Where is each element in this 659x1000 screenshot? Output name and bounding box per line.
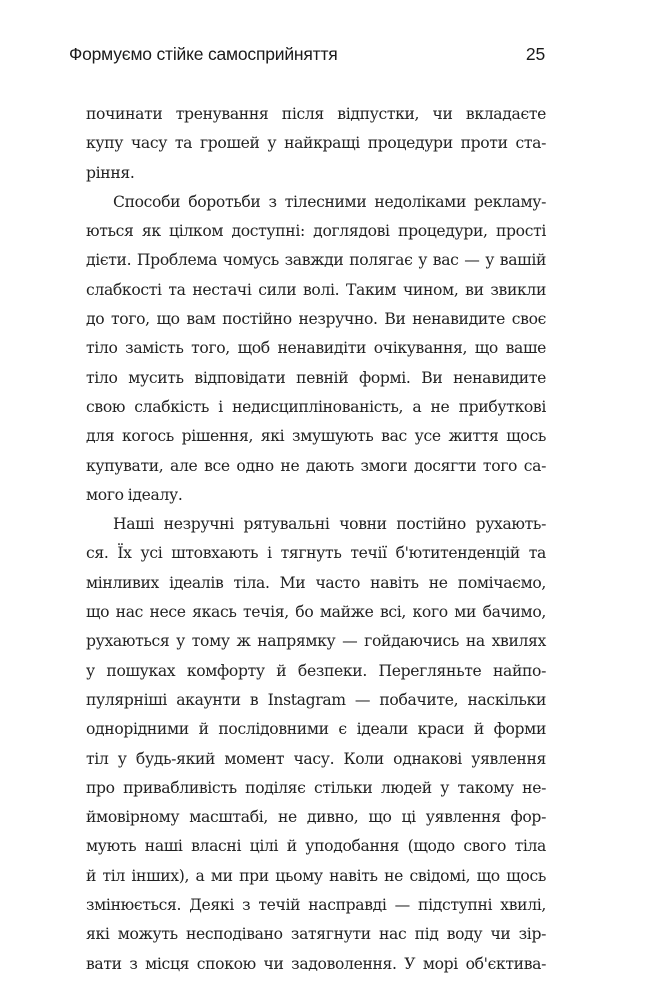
text-line: у пошуках комфорту й безпеки. Перегляньте найпо- bbox=[86, 661, 546, 680]
text-line: мінливих ідеалів тіла. Ми часто навіть не помічаємо, bbox=[86, 573, 546, 592]
text-line: ються як цілком доступні: доглядові процедури, прості bbox=[86, 222, 546, 241]
text-line: Наші незручні рятувальні човни постійно рухають- bbox=[113, 515, 546, 534]
text-line: про привабливість поділяє стільки людей у такому не- bbox=[86, 778, 546, 797]
text-line: ймовірному масштабі, не дивно, що ці уявлення фор- bbox=[86, 808, 546, 827]
text-line: вати з місця спокою чи задоволення. У морі об'єктива- bbox=[86, 954, 546, 973]
text-line: тіло мусить відповідати певній формі. Ви ненавидите bbox=[86, 368, 546, 387]
text-line: ріння. bbox=[86, 163, 135, 182]
text-line: й тіл інших), а ми при цьому навіть не свідомі, що щось bbox=[86, 866, 546, 885]
text-line: мого ідеалу. bbox=[86, 485, 183, 504]
text-line: ся. Їх усі штовхають і тягнуть течії б'ютитенденцій та bbox=[86, 544, 546, 563]
text-line: що нас несе якась течія, бо майже всі, кого ми бачимо, bbox=[86, 603, 546, 622]
text-line: рухаються у тому ж напрямку — гойдаючись на хвилях bbox=[86, 632, 546, 651]
text-line: для когось рішення, які змушують вас усе життя щось bbox=[86, 427, 546, 446]
text-line: купувати, але все одно не дають змоги досягти того са- bbox=[86, 456, 546, 475]
text-line: однорідними й послідовними є ідеали краси й форми bbox=[86, 720, 546, 739]
text-line: які можуть несподівано затягнути нас під воду чи зір- bbox=[86, 925, 546, 944]
text-line: дієти. Проблема чомусь завжди полягає у вас — у вашій bbox=[86, 251, 546, 270]
text-line: свою слабкість і недисциплінованість, а не прибуткові bbox=[86, 397, 546, 416]
text-line: мують наші власні цілі й уподобання (щодо свого тіла bbox=[86, 837, 546, 856]
text-line: пулярніші акаунти в Instagram — побачите, наскільки bbox=[86, 690, 546, 709]
text-line: починати тренування після відпустки, чи вкладаєте bbox=[86, 105, 546, 123]
text-line: тіл у будь-який момент часу. Коли однакові уявлення bbox=[86, 749, 546, 768]
running-header bbox=[69, 44, 545, 65]
text-line: Способи боротьби з тілесними недоліками рекламу- bbox=[113, 192, 546, 211]
page-number: 25 bbox=[525, 44, 545, 64]
body-text bbox=[86, 100, 546, 979]
running-title: Формуємо стійке самосприйняття bbox=[69, 44, 338, 64]
text-line: слабкості та нестачі сили волі. Таким чином, ви звикли bbox=[86, 280, 546, 299]
text-line: до того, що вам постійно незручно. Ви ненавидите своє bbox=[86, 310, 546, 329]
text-line: купу часу та грошей у найкращі процедури проти ста- bbox=[86, 134, 546, 153]
text-line: тіло замість того, щоб ненавидіти очікування, що ваше bbox=[86, 339, 546, 358]
text-line: змінюється. Деякі з течій насправді — підступні хвилі, bbox=[86, 896, 546, 915]
